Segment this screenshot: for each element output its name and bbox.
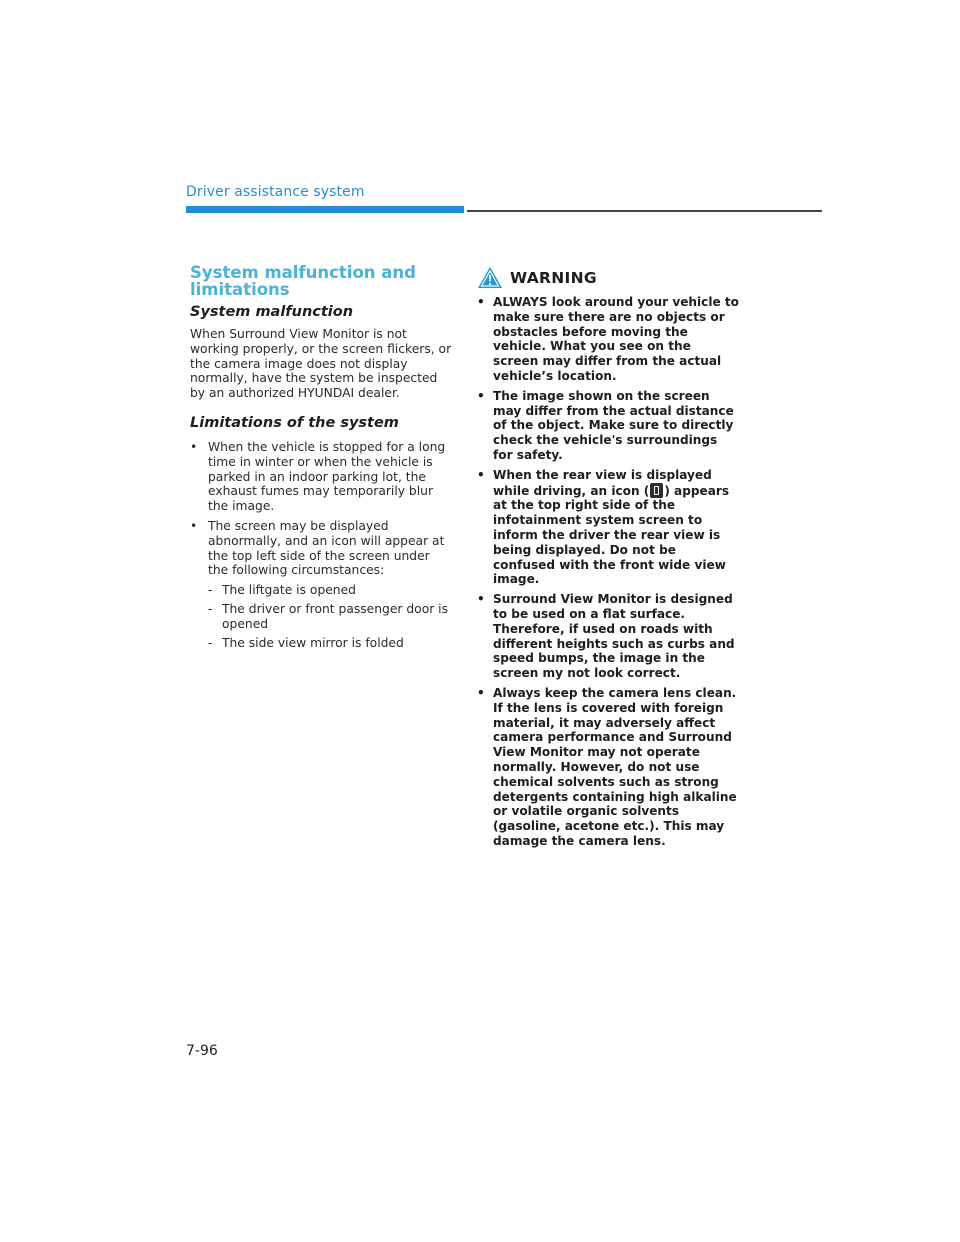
malfunction-heading: System malfunction xyxy=(190,304,354,320)
bullet-mark: • xyxy=(477,295,485,309)
list-item-text-start: When the rear view is displayed while driving, an icon ( xyxy=(493,467,712,498)
dash-mark: - xyxy=(208,583,213,598)
bullet-mark: • xyxy=(477,467,485,482)
list-item-text: The screen may be displayed abnormally, and an icon will appear at the top left side of the screen under the following circumstances: xyxy=(208,518,445,578)
sub-list-item-text: The side view mirror is folded xyxy=(222,635,404,650)
dash-mark: - xyxy=(208,601,213,616)
warning-list xyxy=(477,295,739,849)
left-column xyxy=(190,264,452,655)
sub-list-item-text: The liftgate is opened xyxy=(222,583,356,598)
limitations-heading: Limitations of the system xyxy=(190,414,399,431)
dash-mark: - xyxy=(208,635,213,650)
circumstance-list xyxy=(208,583,452,650)
list-item xyxy=(477,592,739,681)
list-item-text: Always keep the camera lens clean. If the lens is covered with foreign material, it may adversely affect camera performance and Surround View Monitor may not operate normally. However, do not use chemical solvents such as strong detergents containing high alkaline or volatile organic solvents (gasoline, acetone etc.). This may damage the camera lens. xyxy=(493,685,737,848)
bullet-mark: • xyxy=(477,685,485,700)
list-item-text: The image shown on the screen may differ from the actual distance of the object. Make sure to directly check the vehicle's surroundings for safety. xyxy=(493,388,734,462)
warning-header xyxy=(477,266,739,289)
malfunction-text: When Surround View Monitor is not working properly, or the screen flickers, or the camera image does not display normally, have the system be inspected by an authorized HYUNDAI dealer. xyxy=(190,327,452,401)
rear-view-icon xyxy=(650,483,663,498)
warning-title: WARNING xyxy=(510,268,597,287)
list-item xyxy=(477,686,739,849)
bullet-mark: • xyxy=(477,592,485,607)
list-item xyxy=(190,519,452,650)
list-item xyxy=(477,295,739,384)
list-item xyxy=(190,440,452,514)
bullet-mark: • xyxy=(190,439,198,454)
header-rule xyxy=(467,210,822,212)
section-title: System malfunction and limitations xyxy=(190,263,416,299)
list-item-text-end: ) appears at the top right side of the infotainment system screen to inform the driver the rear view is being displayed. Do not be confused with the front wide view image. xyxy=(493,483,730,587)
chapter-title: Driver assistance system xyxy=(186,184,365,200)
list-item-text: When the vehicle is stopped for a long time in winter or when the vehicle is parked in an indoor parking lot, the exhaust fumes may temporarily blur the image. xyxy=(208,439,446,514)
warning-box xyxy=(477,266,739,854)
list-item xyxy=(477,468,739,587)
limitations-list xyxy=(190,440,452,650)
warning-triangle-icon xyxy=(477,266,503,289)
sub-list-item xyxy=(208,636,452,651)
sub-list-item-text: The driver or front passenger door is opened xyxy=(222,601,449,631)
header-accent-bar xyxy=(186,206,464,213)
list-item-text: ALWAYS look around your vehicle to make sure there are no objects or obstacles before moving the vehicle. What you see on the screen may differ from the actual vehicle’s location. xyxy=(493,295,739,383)
bullet-mark: • xyxy=(190,518,198,533)
page-number: 7-96 xyxy=(186,1043,218,1059)
bullet-mark: • xyxy=(477,388,485,403)
list-item-text: Surround View Monitor is designed to be used on a flat surface. Therefore, if used on roads with different heights such as curbs and speed bumps, the image in the screen my not look correct. xyxy=(493,592,735,681)
sub-list-item xyxy=(208,602,452,632)
list-item xyxy=(477,389,739,463)
sub-list-item xyxy=(208,583,452,598)
